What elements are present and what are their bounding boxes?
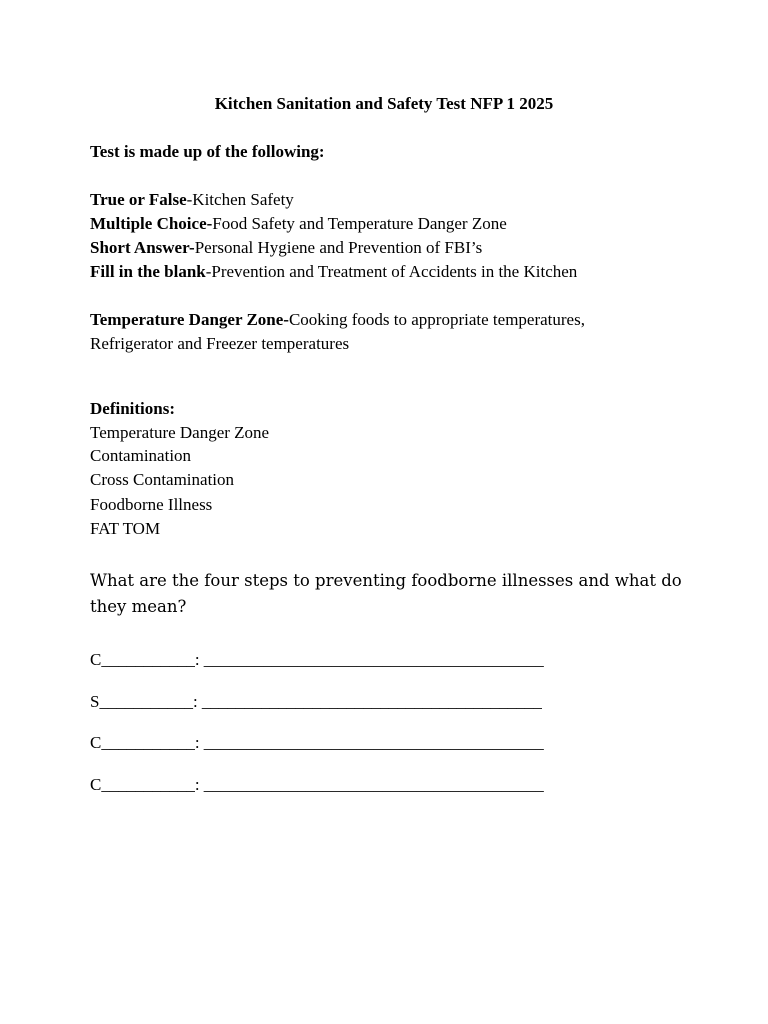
section-text: -Kitchen Safety [186, 190, 294, 209]
section-true-false [90, 190, 294, 210]
tdz-text: Cooking foods to appropriate temperatures, [288, 310, 585, 329]
tdz-line-1 [90, 310, 585, 330]
section-text: Food Safety and Temperature Danger Zone [212, 214, 507, 233]
section-short-answer [90, 238, 482, 258]
definitions-heading: Definitions: [90, 399, 175, 418]
section-label: True or False [90, 190, 187, 209]
section-text: Personal Hygiene and Prevention of FBI’s [194, 238, 483, 257]
answer-line-c3: C___________: ________________________________________ [90, 775, 544, 794]
section-text: -Prevention and Treatment of Accidents in the Kitchen [205, 262, 578, 281]
definition-item: Contamination [90, 446, 192, 465]
test-intro: Test is made up of the following: [90, 142, 325, 161]
section-label: Fill in the blank [90, 262, 206, 281]
definition-item: FAT TOM [90, 519, 161, 538]
definition-item: Foodborne Illness [90, 495, 213, 514]
section-label: Short Answer- [90, 238, 195, 257]
question-text: What are the four steps to preventing foodborne illnesses and what do they mean? [90, 571, 682, 616]
document-title: Kitchen Sanitation and Safety Test NFP 1 2025 [214, 94, 554, 113]
definition-item: Temperature Danger Zone [90, 423, 270, 442]
answer-line-c1: C___________: ________________________________________ [90, 650, 544, 669]
section-multiple-choice [90, 214, 507, 234]
tdz-label: Temperature Danger Zone- [90, 310, 289, 329]
answer-line-s: S___________: ________________________________________ [90, 692, 542, 711]
answer-line-c2: C___________: ________________________________________ [90, 733, 544, 752]
section-label: Multiple Choice- [90, 214, 213, 233]
tdz-line-2: Refrigerator and Freezer temperatures [90, 334, 350, 353]
section-fill-blank [90, 262, 577, 282]
definition-item: Cross Contamination [90, 470, 235, 489]
